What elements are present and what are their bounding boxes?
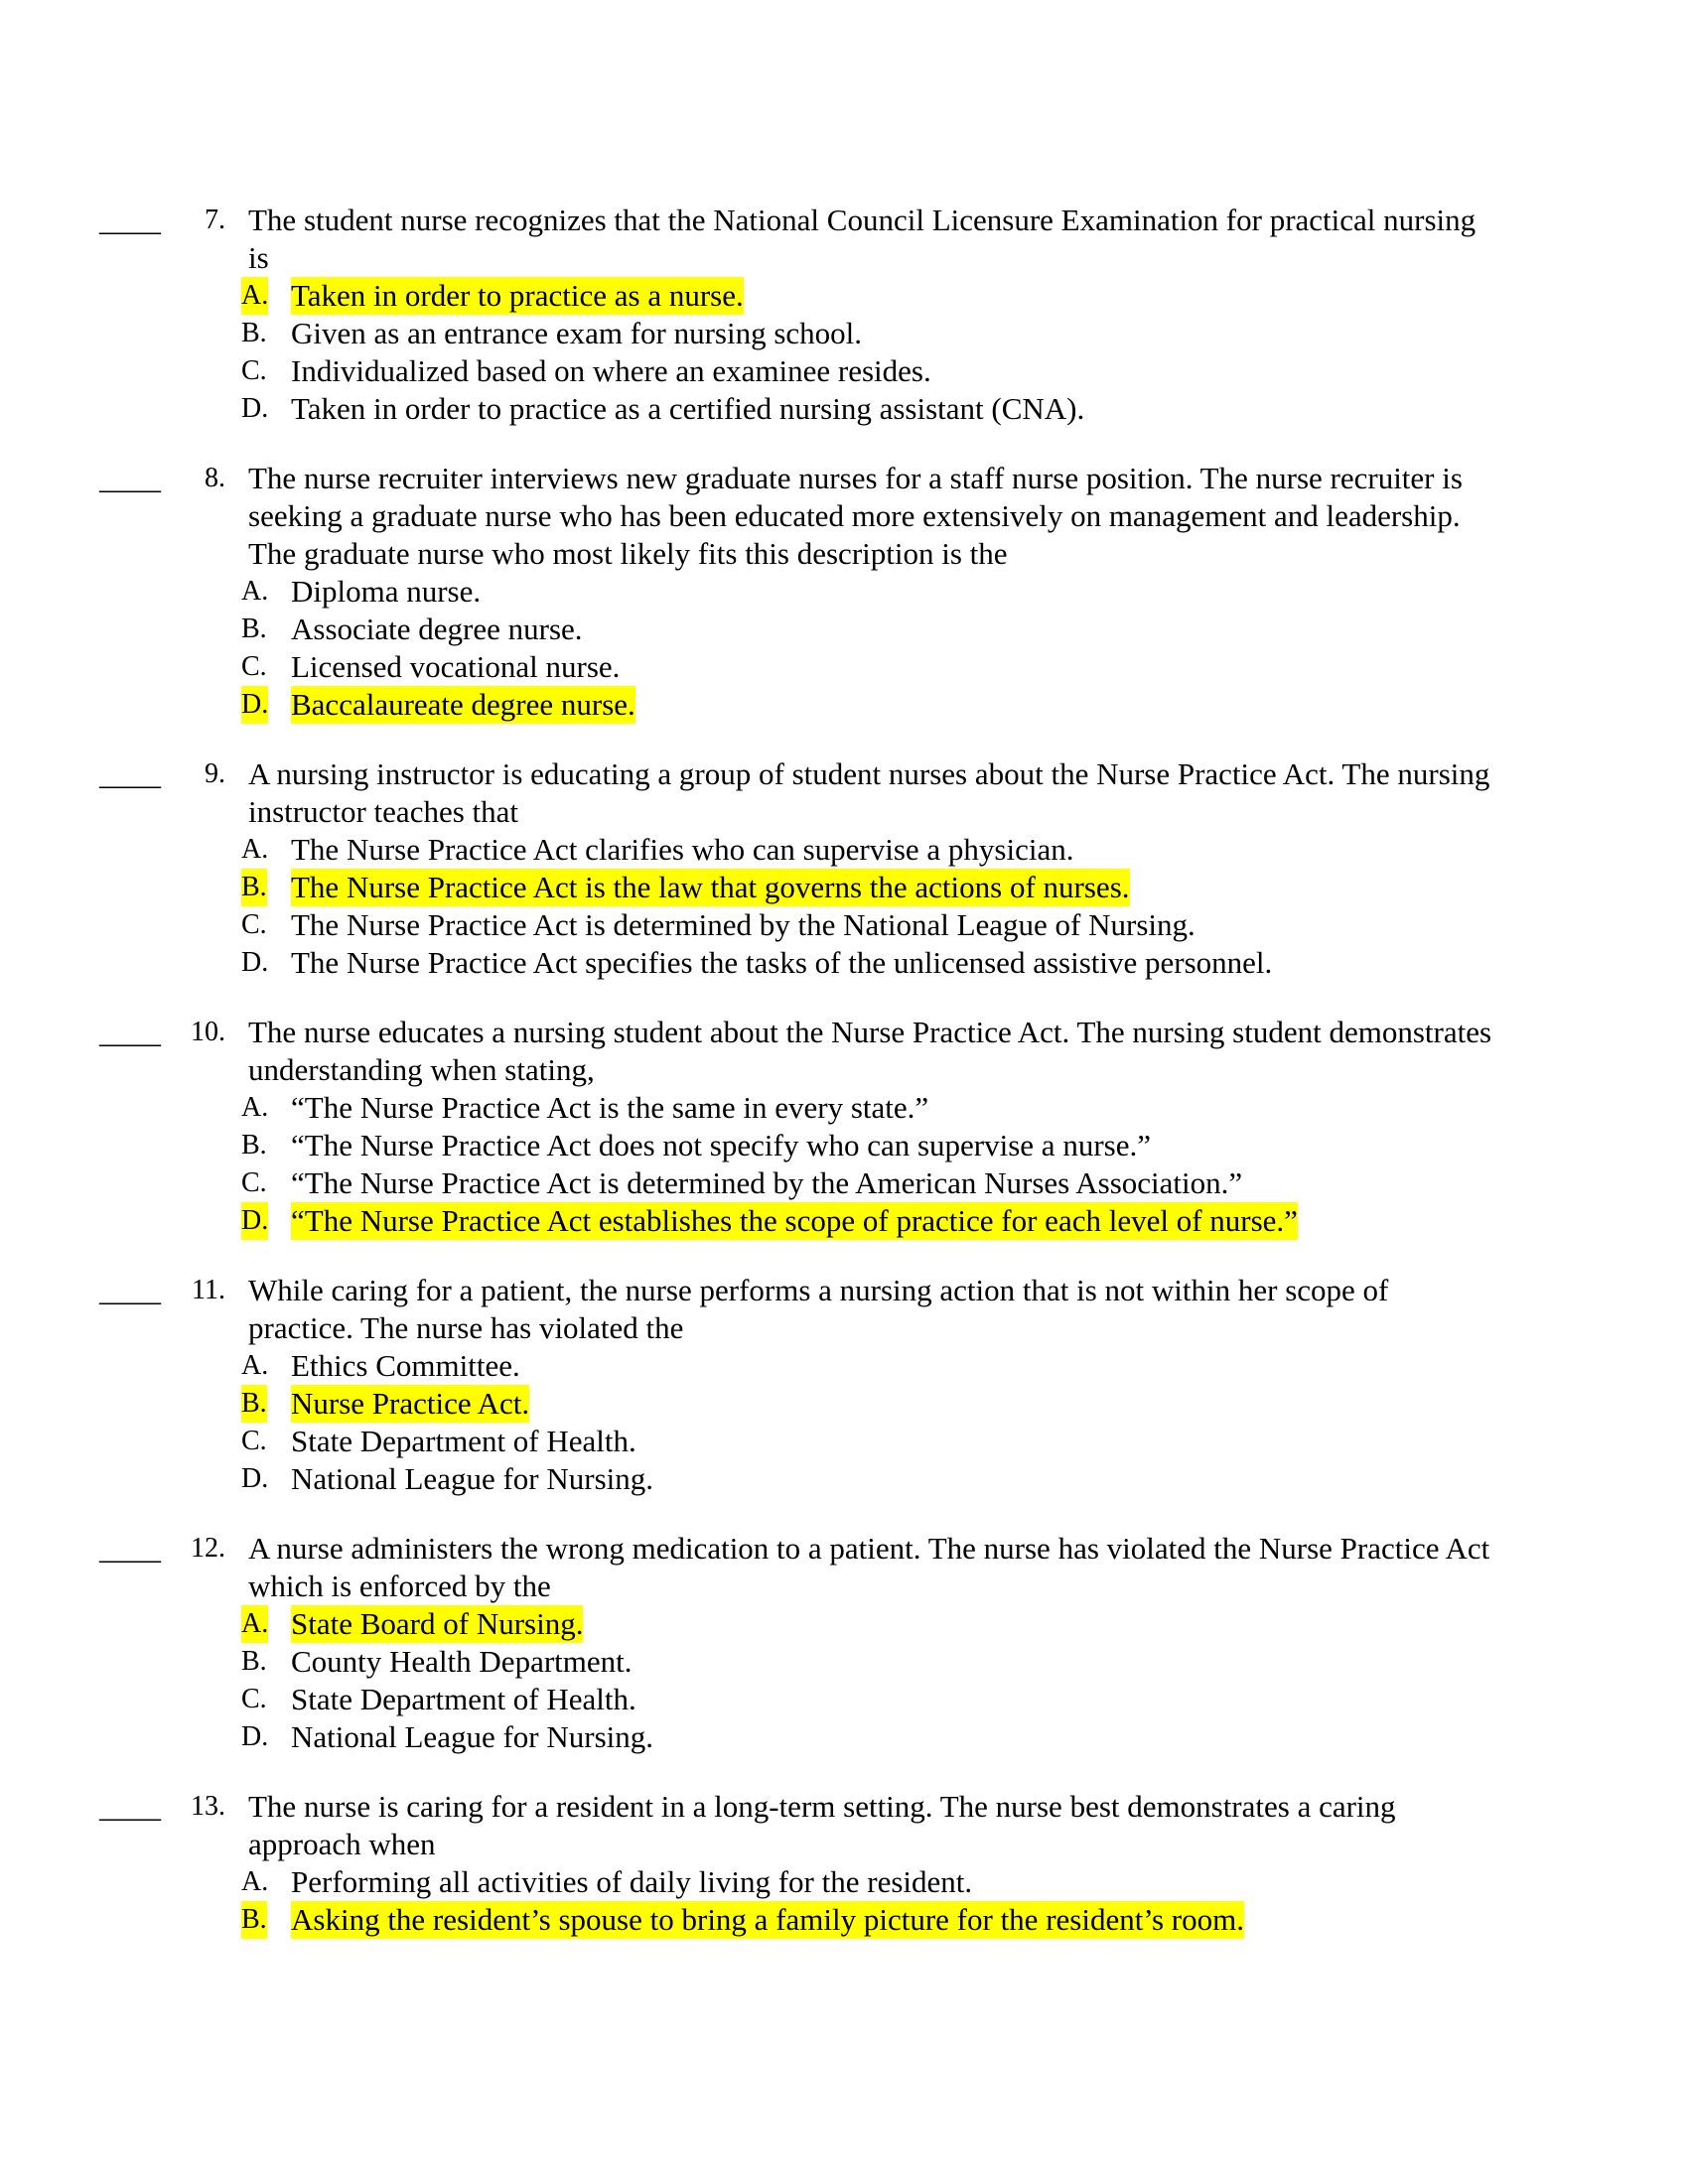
question-number: 8. — [205, 463, 225, 493]
option-text: National League for Nursing. — [291, 1719, 653, 1754]
answer-option — [0, 1127, 1688, 1164]
option-text: “The Nurse Practice Act is determined by the American Nurses Association.” — [291, 1165, 1243, 1200]
option-text: Performing all activities of daily living for the resident. — [291, 1864, 973, 1899]
option-letter: C. — [241, 1167, 267, 1198]
answer-option — [0, 1089, 1688, 1127]
option-text: State Department of Health. — [291, 1424, 636, 1458]
answer-option — [0, 1460, 1688, 1498]
answer-option — [0, 390, 1688, 428]
answer-blank[interactable]: ____ — [99, 1273, 161, 1307]
option-letter: B. — [241, 1385, 267, 1423]
stem-line: While caring for a patient, the nurse performs a nursing action that is not within her scope of — [248, 1273, 1389, 1307]
answer-option — [0, 1643, 1688, 1681]
option-text: Baccalaureate degree nurse. — [291, 687, 635, 722]
question-8 — [0, 460, 1688, 724]
stem-line: The nurse educates a nursing student about the Nurse Practice Act. The nursing student demonstrates — [248, 1015, 1492, 1049]
stem-line: The nurse recruiter interviews new graduate nurses for a staff nurse position. The nurse recruiter is — [248, 461, 1463, 495]
answer-option — [0, 1423, 1688, 1460]
option-letter: C. — [241, 651, 267, 682]
answer-blank[interactable]: ____ — [99, 1531, 161, 1566]
stem-line: approach when — [248, 1827, 436, 1861]
option-text: Associate degree nurse. — [291, 612, 583, 646]
stem-line: The nurse is caring for a resident in a long-term setting. The nurse best demonstrates a caring — [248, 1789, 1396, 1824]
question-number: 7. — [205, 205, 225, 235]
answer-option — [0, 1863, 1688, 1901]
option-letter: D. — [241, 1721, 269, 1752]
option-letter: A. — [241, 1092, 269, 1123]
option-text: The Nurse Practice Act is the law that governs the actions of nurses. — [291, 870, 1130, 904]
question-number: 12. — [191, 1533, 225, 1564]
option-text: Ethics Committee. — [291, 1348, 520, 1383]
option-text: “The Nurse Practice Act does not specify who can supervise a nurse.” — [291, 1128, 1151, 1162]
option-text: The Nurse Practice Act specifies the tasks of the unlicensed assistive personnel. — [291, 945, 1273, 980]
answer-blank[interactable]: ____ — [99, 203, 161, 237]
answer-blank[interactable]: ____ — [99, 1789, 161, 1824]
question-number: 10. — [191, 1017, 225, 1047]
option-letter: D. — [241, 393, 269, 424]
answer-option — [0, 1605, 1688, 1643]
option-text: The Nurse Practice Act clarifies who can supervise a physician. — [291, 832, 1074, 867]
option-text: Individualized based on where an examinee resides. — [291, 353, 931, 388]
question-stem — [248, 1272, 1589, 1347]
option-text: “The Nurse Practice Act establishes the scope of practice for each level of nurse.” — [291, 1203, 1298, 1238]
answer-option — [0, 648, 1688, 686]
question-10 — [0, 1014, 1688, 1240]
answer-option — [0, 944, 1688, 982]
answer-option — [0, 1718, 1688, 1756]
question-stem — [248, 755, 1589, 831]
answer-option — [0, 1164, 1688, 1202]
answer-option — [0, 686, 1688, 724]
question-number: 9. — [205, 758, 225, 789]
stem-line: The graduate nurse who most likely fits this description is the — [248, 536, 1008, 571]
option-letter: B. — [241, 1646, 267, 1677]
question-11 — [0, 1272, 1688, 1498]
answer-option — [0, 352, 1688, 390]
question-stem — [248, 1014, 1589, 1089]
answer-blank[interactable]: ____ — [99, 1015, 161, 1049]
answer-blank[interactable]: ____ — [99, 461, 161, 495]
question-stem — [248, 1788, 1589, 1863]
stem-line: instructor teaches that — [248, 794, 519, 829]
answer-option — [0, 831, 1688, 869]
option-letter: C. — [241, 1426, 267, 1456]
stem-line: seeking a graduate nurse who has been educated more extensively on management and leadership. — [248, 498, 1461, 533]
option-letter: A. — [241, 576, 269, 607]
option-text: Asking the resident’s spouse to bring a family picture for the resident’s room. — [291, 1902, 1244, 1937]
option-text: The Nurse Practice Act is determined by the National League of Nursing. — [291, 907, 1196, 942]
option-text: Nurse Practice Act. — [291, 1386, 530, 1421]
option-letter: D. — [241, 686, 268, 724]
option-text: Given as an entrance exam for nursing school. — [291, 316, 863, 350]
option-text: Licensed vocational nurse. — [291, 649, 621, 684]
option-letter: A. — [241, 1605, 268, 1643]
question-12 — [0, 1530, 1688, 1756]
option-letter: A. — [241, 1866, 269, 1897]
stem-line: is — [248, 240, 269, 275]
answer-option — [0, 277, 1688, 315]
question-stem — [248, 460, 1589, 573]
answer-option — [0, 869, 1688, 906]
answer-option — [0, 315, 1688, 352]
option-letter: C. — [241, 355, 267, 386]
question-13 — [0, 1788, 1688, 1939]
answer-option — [0, 1202, 1688, 1240]
stem-line: The student nurse recognizes that the National Council Licensure Examination for practical nursing — [248, 203, 1477, 237]
stem-line: which is enforced by the — [248, 1569, 551, 1603]
option-letter: B. — [241, 614, 267, 644]
option-text: “The Nurse Practice Act is the same in every state.” — [291, 1090, 929, 1125]
option-letter: B. — [241, 1901, 267, 1939]
stem-line: practice. The nurse has violated the — [248, 1310, 684, 1345]
option-letter: A. — [241, 1350, 269, 1381]
option-letter: A. — [241, 834, 269, 865]
stem-line: A nursing instructor is educating a group of student nurses about the Nurse Practice Act. The nursing — [248, 756, 1490, 791]
option-letter: B. — [241, 869, 267, 906]
option-text: Diploma nurse. — [291, 574, 482, 609]
answer-option — [0, 906, 1688, 944]
option-text: National League for Nursing. — [291, 1461, 653, 1496]
answer-blank[interactable]: ____ — [99, 756, 161, 791]
question-stem — [248, 202, 1589, 277]
question-list — [0, 202, 1688, 1971]
option-text: County Health Department. — [291, 1644, 633, 1679]
answer-option — [0, 611, 1688, 648]
option-letter: C. — [241, 909, 267, 940]
option-letter: D. — [241, 1463, 269, 1494]
stem-line: A nurse administers the wrong medication to a patient. The nurse has violated the Nurse Practice Act — [248, 1531, 1490, 1566]
option-text: State Board of Nursing. — [291, 1606, 584, 1641]
question-stem — [248, 1530, 1589, 1605]
option-letter: D. — [241, 947, 269, 978]
question-number: 11. — [192, 1275, 225, 1305]
option-letter: B. — [241, 318, 267, 348]
option-letter: C. — [241, 1684, 267, 1714]
option-letter: D. — [241, 1202, 268, 1240]
question-7 — [0, 202, 1688, 428]
answer-option — [0, 1901, 1688, 1939]
option-text: Taken in order to practice as a certified nursing assistant (CNA). — [291, 391, 1085, 426]
question-9 — [0, 755, 1688, 982]
option-letter: A. — [241, 277, 268, 315]
option-text: State Department of Health. — [291, 1682, 636, 1716]
answer-option — [0, 1385, 1688, 1423]
stem-line: understanding when stating, — [248, 1052, 595, 1087]
answer-option — [0, 1681, 1688, 1718]
option-letter: B. — [241, 1130, 267, 1160]
answer-option — [0, 1347, 1688, 1385]
question-number: 13. — [191, 1791, 225, 1822]
answer-option — [0, 573, 1688, 611]
option-text: Taken in order to practice as a nurse. — [291, 278, 744, 313]
